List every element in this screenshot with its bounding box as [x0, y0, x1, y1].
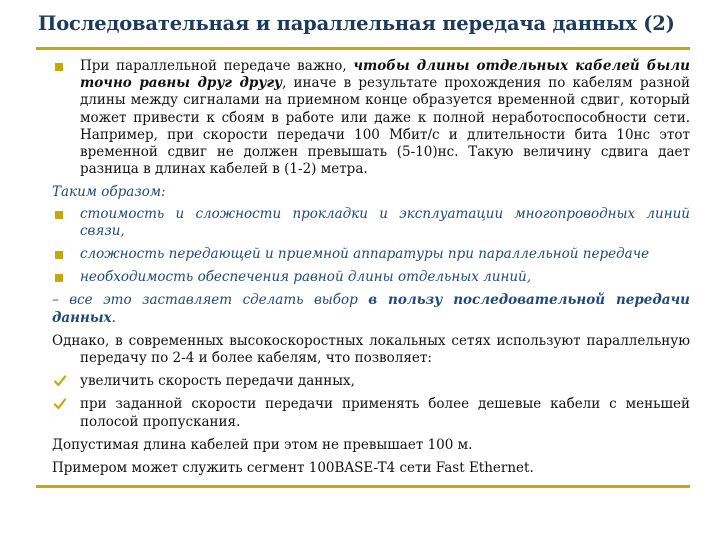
square-bullet-icon [55, 211, 63, 219]
title-underline [36, 47, 690, 50]
square-bullet-icon [55, 251, 63, 259]
checkmark-icon [53, 374, 67, 388]
benefit-item [52, 396, 690, 430]
intro-emphasis: чтобы длины отдельных кабелей были точно равны друг другу [80, 58, 690, 92]
benefit-item [52, 373, 690, 390]
consequence-item [52, 269, 690, 286]
modern-text: Однако, в современных высокоскоростных локальных сетях используют параллельную передачу по 2-4 и более кабелям, что позволяет: [52, 332, 690, 367]
intro-paragraph [52, 58, 690, 178]
footer-rule [36, 485, 690, 488]
conclusion-emphasis: в пользу последовательной передачи данных [52, 292, 690, 326]
thus-label: Таким образом: [52, 184, 166, 201]
conclusion-paragraph [52, 292, 690, 326]
square-bullet-icon [55, 63, 63, 71]
square-bullet-icon [55, 274, 63, 282]
modern-paragraph [52, 333, 690, 367]
consequence-item [52, 246, 690, 263]
benefit-text: увеличить скорость передачи данных, [80, 373, 355, 390]
checkmark-icon [53, 397, 67, 411]
consequence-text: сложность передающей и приемной аппаратуры при параллельной передаче [80, 246, 650, 263]
benefit-text: при заданной скорости передачи применять более дешевые кабели с меньшей полосой пропускания. [80, 396, 690, 430]
slide-title: Последовательная и параллельная передача данных (2) [38, 12, 675, 35]
conclusion-after: . [111, 309, 116, 326]
intro-text-after: , иначе в результате прохождения по кабелям разной длины между сигналами на приемном конце образуется временной сдвиг, который может привести к сбоям в работе или даже к полной неработоспособности сети. Например, при скорости передачи 100 Мбит/с и длительности бита 10нс этот временной сдвиг не должен превышать (5-10)нс. Такую величину сдвига дает разница в длинах кабелей в (1-2) метра. [80, 75, 690, 178]
consequence-text: стоимость и сложности прокладки и эксплуатации многопроводных линий связи, [80, 205, 690, 239]
conclusion-before: – все это заставляет сделать выбор [52, 292, 369, 309]
consequence-text: необходимость обеспечения равной длины отдельных линий, [80, 269, 532, 286]
limit-text: Допустимая длина кабелей при этом не превышает 100 м. [52, 436, 473, 453]
slide-content [52, 58, 690, 483]
example-text: Примером может служить сегмент 100BASE-T4 сети Fast Ethernet. [52, 460, 534, 477]
intro-text-before: При параллельной передаче важно, [80, 58, 354, 74]
consequence-item [52, 206, 690, 240]
